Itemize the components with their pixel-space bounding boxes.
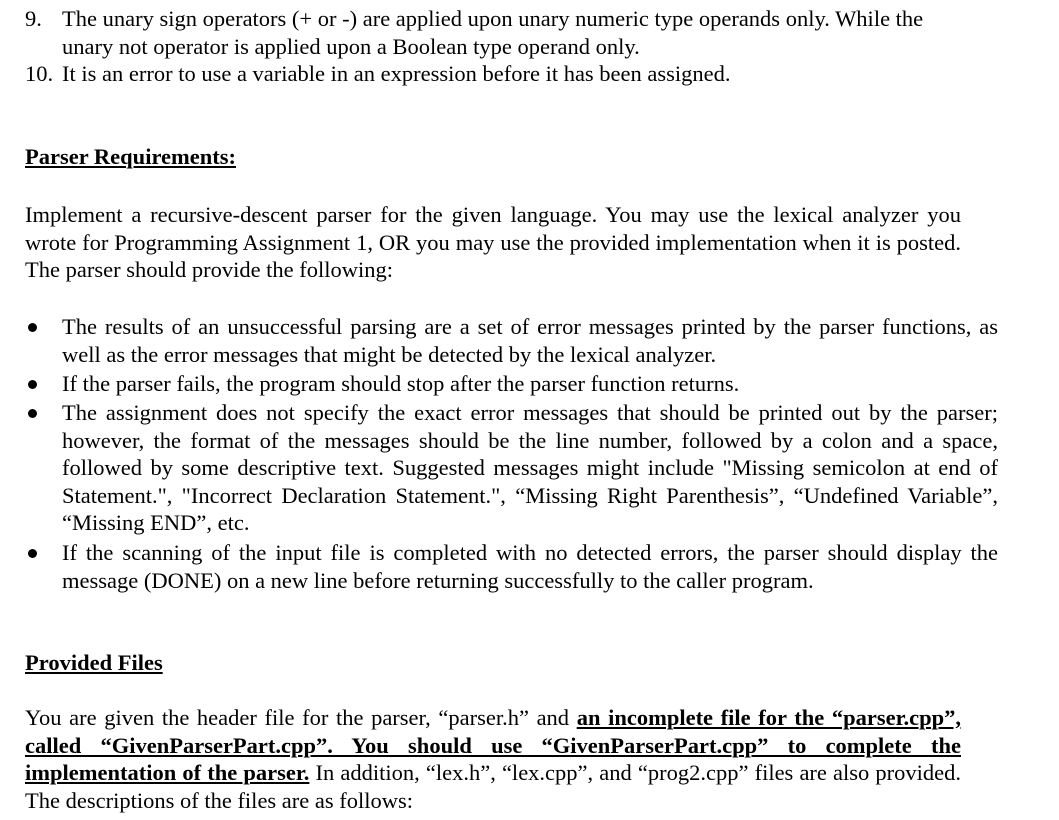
list-item-text: The assignment does not specify the exact error messages that should be printed out by the parser; however, the format of the messages should be the line number, followed by a colon and a space, followed by some descriptive text. Suggested messages might include "Missing semicolon at end of Statement.", "Incorrect Declaration Statement.", “Missing Right Parenthesis”, “Undefined Variable”, “Missing END”, etc. (62, 400, 998, 535)
list-item (25, 539, 998, 594)
item-number: 10. (25, 61, 54, 86)
list-item-text: If the scanning of the input file is completed with no detected errors, the parser should display the message (DONE) on a new line before returning successfully to the caller program. (62, 540, 998, 593)
bullet-icon (28, 409, 37, 418)
provided-files-emphasis: an incomplete file for the “parser.cpp”, called “GivenParserPart.cpp”. You should use “GivenParserPart.cpp” to complete the implementation of the parser. (25, 705, 962, 785)
item-text: The unary sign operators (+ or -) are applied upon unary numeric type operands only. While the unary not operator is applied upon a Boolean type operand only. (62, 6, 924, 59)
bullet-icon (28, 380, 37, 389)
list-item (25, 399, 998, 537)
provided-files-text-before: You are given the header file for the parser, “parser.h” and (25, 705, 577, 730)
numbered-item-9 (25, 5, 965, 60)
bullet-icon (28, 549, 37, 558)
parser-requirements-heading: Parser Requirements: (25, 144, 236, 169)
numbered-item-10 (25, 60, 965, 88)
bullet-icon (28, 323, 37, 332)
provided-files-heading: Provided Files (25, 650, 163, 675)
provided-files-text-after: In addition, “lex.h”, “lex.cpp”, and “prog2.cpp” files are also provided. The descriptions of the files are as follows: (25, 760, 961, 813)
parser-requirements-intro: Implement a recursive-descent parser for the given language. You may use the lexical analyzer you wrote for Programming Assignment 1, OR you may use the provided implementation when it is posted. The parser should provide the following: (25, 202, 961, 282)
provided-files-paragraph (25, 704, 961, 814)
list-item-text: If the parser fails, the program should stop after the parser function returns. (62, 371, 740, 396)
item-number: 9. (25, 6, 42, 31)
list-item (25, 370, 998, 398)
list-item-text: The results of an unsuccessful parsing are a set of error messages printed by the parser functions, as well as the error messages that might be detected by the lexical analyzer. (62, 314, 998, 367)
list-item (25, 313, 998, 368)
item-text: It is an error to use a variable in an expression before it has been assigned. (62, 61, 731, 86)
